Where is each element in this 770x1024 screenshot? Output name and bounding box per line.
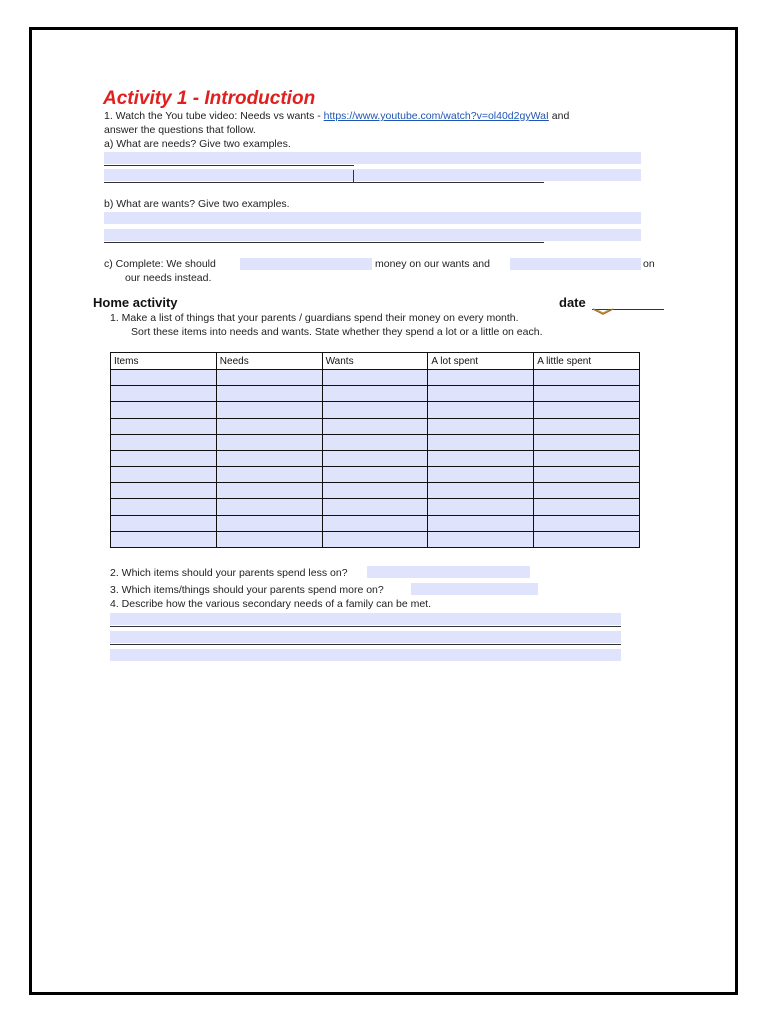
question-1-prefix: 1. Watch the You tube video: Needs vs wants - [104,110,324,122]
cell-a-lot-spent[interactable] [428,386,534,402]
table-row [111,450,640,466]
answer-4-field-1[interactable] [110,613,621,625]
cell-needs[interactable] [216,386,322,402]
cell-a-lot-spent[interactable] [428,467,534,483]
table-row [111,483,640,499]
cell-a-little-spent[interactable] [534,434,640,450]
question-1-suffix: and [548,110,570,122]
question-3: 3. Which items/things should your parents spend more on? [110,584,384,596]
answer-b-line [104,242,544,243]
cell-needs[interactable] [216,467,322,483]
cell-wants[interactable] [322,467,428,483]
header-a-little-spent: A little spent [534,353,640,370]
table-body [111,370,640,548]
header-needs: Needs [216,353,322,370]
question-c-part-1: c) Complete: We should [104,258,216,270]
home-activity-heading: Home activity [93,295,178,310]
cell-needs[interactable] [216,531,322,547]
cell-items[interactable] [111,483,217,499]
table-row [111,370,640,386]
table-row [111,418,640,434]
cell-wants[interactable] [322,386,428,402]
answer-a-line-2 [104,182,544,183]
cell-items[interactable] [111,499,217,515]
table-row [111,499,640,515]
table-row [111,434,640,450]
cell-items[interactable] [111,450,217,466]
cell-wants[interactable] [322,434,428,450]
cell-a-little-spent[interactable] [534,450,640,466]
table-row [111,402,640,418]
cell-needs[interactable] [216,483,322,499]
cell-wants[interactable] [322,402,428,418]
cell-items[interactable] [111,531,217,547]
answer-a-field-1[interactable] [104,152,641,164]
question-1-line-2: answer the questions that follow. [104,124,256,136]
cell-wants[interactable] [322,370,428,386]
answer-4-line-2 [110,644,621,645]
answer-a-divider [353,170,354,183]
cell-items[interactable] [111,386,217,402]
pen-mark-icon [591,306,615,316]
question-c-line-2: our needs instead. [125,272,212,284]
cell-a-little-spent[interactable] [534,483,640,499]
cell-a-little-spent[interactable] [534,531,640,547]
cell-a-little-spent[interactable] [534,386,640,402]
cell-items[interactable] [111,515,217,531]
answer-b-field-1[interactable] [104,212,641,224]
cell-a-lot-spent[interactable] [428,531,534,547]
cell-a-lot-spent[interactable] [428,402,534,418]
cell-items[interactable] [111,370,217,386]
header-wants: Wants [322,353,428,370]
answer-c-field-1[interactable] [240,258,372,270]
cell-wants[interactable] [322,450,428,466]
cell-needs[interactable] [216,450,322,466]
answer-c-field-2[interactable] [510,258,641,270]
answer-4-field-2[interactable] [110,631,621,643]
question-2: 2. Which items should your parents spend less on? [110,567,348,579]
answer-4-field-3[interactable] [110,649,621,661]
question-b: b) What are wants? Give two examples. [104,198,290,210]
cell-items[interactable] [111,467,217,483]
cell-needs[interactable] [216,499,322,515]
question-1-line-1 [104,110,569,122]
answer-a-line-1 [104,165,354,166]
header-items: Items [111,353,217,370]
answer-2-field[interactable] [367,566,530,578]
home-instruction-1: 1. Make a list of things that your parents / guardians spend their money on every month. [110,312,519,324]
answer-3-field[interactable] [411,583,538,595]
date-label: date [559,295,586,310]
cell-wants[interactable] [322,499,428,515]
cell-a-little-spent[interactable] [534,418,640,434]
cell-a-lot-spent[interactable] [428,483,534,499]
home-instruction-2: Sort these items into needs and wants. State whether they spend a lot or a little on each. [131,326,543,338]
cell-items[interactable] [111,434,217,450]
cell-needs[interactable] [216,515,322,531]
youtube-link[interactable]: https://www.youtube.com/watch?v=ol40d2gyWaI [323,110,549,122]
header-a-lot-spent: A lot spent [428,353,534,370]
cell-needs[interactable] [216,402,322,418]
cell-wants[interactable] [322,418,428,434]
needs-wants-table [110,352,640,548]
cell-needs[interactable] [216,434,322,450]
table-row [111,467,640,483]
cell-needs[interactable] [216,418,322,434]
cell-a-little-spent[interactable] [534,370,640,386]
answer-a-field-2[interactable] [104,169,641,181]
table-row [111,515,640,531]
cell-a-lot-spent[interactable] [428,434,534,450]
cell-wants[interactable] [322,515,428,531]
cell-a-lot-spent[interactable] [428,370,534,386]
cell-items[interactable] [111,418,217,434]
cell-wants[interactable] [322,483,428,499]
table-row [111,386,640,402]
question-c-part-3: on [643,258,655,270]
cell-wants[interactable] [322,531,428,547]
cell-a-little-spent[interactable] [534,402,640,418]
question-a: a) What are needs? Give two examples. [104,138,291,150]
cell-a-little-spent[interactable] [534,515,640,531]
question-4: 4. Describe how the various secondary needs of a family can be met. [110,598,431,610]
cell-a-lot-spent[interactable] [428,515,534,531]
activity-title: Activity 1 - Introduction [103,88,316,109]
cell-a-little-spent[interactable] [534,499,640,515]
table-header-row [111,353,640,370]
cell-needs[interactable] [216,370,322,386]
cell-a-lot-spent[interactable] [428,499,534,515]
cell-a-lot-spent[interactable] [428,450,534,466]
table-row [111,531,640,547]
answer-b-field-2[interactable] [104,229,641,241]
question-c-part-2: money on our wants and [375,258,490,270]
answer-4-line-1 [110,626,621,627]
cell-a-little-spent[interactable] [534,467,640,483]
cell-a-lot-spent[interactable] [428,418,534,434]
cell-items[interactable] [111,402,217,418]
